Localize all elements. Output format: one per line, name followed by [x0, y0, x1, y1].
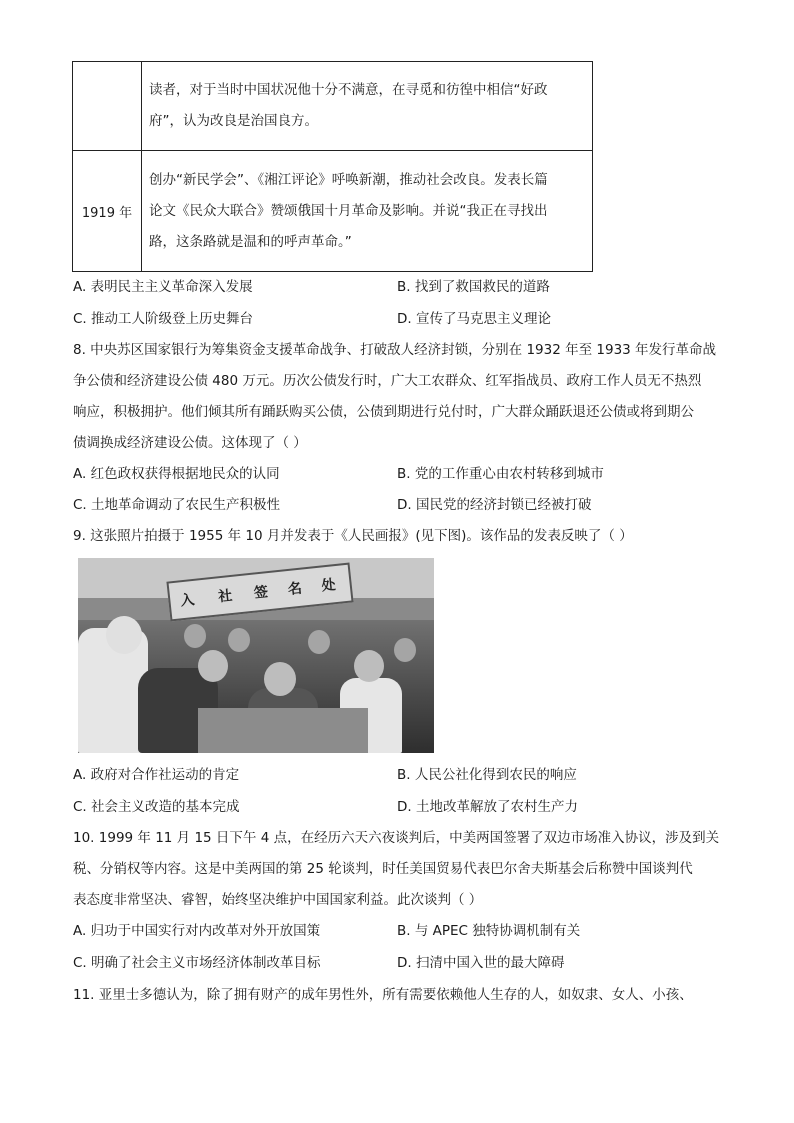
- description-line: 论文《民众大联合》赞颂俄国十月革命及影响。并说“我正在寻找出: [149, 202, 548, 219]
- q10-stem-line: 10. 1999 年 11 月 15 日下午 4 点，在经历六天六夜谈判后，中美两国签署了双边市场准入协议，涉及到关: [73, 830, 720, 846]
- description-cell: [142, 151, 593, 272]
- sign-char: 处: [320, 577, 337, 595]
- q9-stem: 9. 这张照片拍摄于 1955 年 10 月并发表于《人民画报》(见下图)。该作品的发表反映了（ ）: [73, 528, 633, 544]
- q10-stem-line: 税、分销权等内容。这是中美两国的第 25 轮谈判，时任美国贸易代表巴尔舍夫斯基会后称赞中国谈判代: [73, 861, 693, 877]
- photo-figure-head: [308, 630, 330, 654]
- photo-figure-head: [184, 624, 206, 648]
- sign-char: 签: [253, 584, 269, 602]
- q7-option-a: A. 表明民主主义革命深入发展: [73, 279, 253, 295]
- q10-stem-line: 表态度非常坚决、睿智，始终坚决维护中国国家利益。此次谈判（ ）: [73, 892, 483, 908]
- historical-photo: [78, 558, 434, 753]
- year-cell: 1919 年: [73, 151, 142, 272]
- q8-option-c: C. 土地革命调动了农民生产积极性: [73, 497, 281, 513]
- q8-stem-line: 响应，积极拥护。他们倾其所有踊跃购买公债，公债到期进行兑付时，广大群众踊跃退还公债或将到期公: [73, 404, 694, 420]
- sign-char: 名: [287, 580, 303, 599]
- table-row: [73, 62, 593, 151]
- q10-option-b: B. 与 APEC 独特协调机制有关: [397, 923, 581, 939]
- q8-option-b: B. 党的工作重心由农村转移到城市: [397, 466, 604, 482]
- sign-char: 入: [179, 591, 196, 610]
- q9-option-d: D. 土地改革解放了农村生产力: [397, 799, 578, 815]
- sign-char: 社: [217, 587, 234, 606]
- q7-option-b: B. 找到了救国救民的道路: [397, 279, 550, 295]
- description-line: 创办“新民学会”、《湘江评论》呼唤新潮，推动社会改良。发表长篇: [149, 171, 548, 188]
- photo-table: [198, 708, 368, 753]
- q8-option-a: A. 红色政权获得根据地民众的认同: [73, 466, 280, 482]
- description-cell: [142, 62, 593, 151]
- q9-option-c: C. 社会主义改造的基本完成: [73, 799, 240, 815]
- q7-option-d: D. 宣传了马克思主义理论: [397, 311, 551, 327]
- description-line: 府”，认为改良是治国良方。: [149, 113, 318, 129]
- q9-option-a: A. 政府对合作社运动的肯定: [73, 767, 240, 783]
- photo-figure-head: [106, 616, 142, 654]
- q10-option-d: D. 扫清中国入世的最大障碍: [397, 955, 565, 971]
- q8-stem-line: 8. 中央苏区国家银行为筹集资金支援革命战争、打破敌人经济封锁，分别在 1932 年至 1933 年发行革命战: [73, 342, 717, 358]
- q10-option-c: C. 明确了社会主义市场经济体制改革目标: [73, 955, 321, 971]
- q8-stem-line: 债调换成经济建设公债。这体现了（ ）: [73, 435, 307, 451]
- photo-figure-head: [264, 662, 296, 696]
- photo-figure-head: [394, 638, 416, 662]
- photo-figure-head: [198, 650, 228, 682]
- q11-stem-line: 11. 亚里士多德认为，除了拥有财产的成年男性外，所有需要依赖他人生存的人，如奴隶、女人、小孩、: [73, 987, 693, 1003]
- q8-option-d: D. 国民党的经济封锁已经被打破: [397, 497, 592, 513]
- q7-option-c: C. 推动工人阶级登上历史舞台: [73, 311, 254, 327]
- q10-option-a: A. 归功于中国实行对内改革对外开放国策: [73, 923, 321, 939]
- description-line: 读者，对于当时中国状况他十分不满意，在寻觅和彷徨中相信“好政: [149, 82, 548, 98]
- timeline-table: [72, 61, 593, 272]
- q8-stem-line: 争公债和经济建设公债 480 万元。历次公债发行时，广大工农群众、红军指战员、政府工作人员无不热烈: [73, 373, 702, 389]
- photo-figure-head: [228, 628, 250, 652]
- table-row: [73, 151, 593, 272]
- q9-option-b: B. 人民公社化得到农民的响应: [397, 767, 577, 783]
- year-cell: [73, 62, 142, 151]
- photo-figure-head: [354, 650, 384, 682]
- description-line: 路，这条路就是温和的呼声革命。”: [149, 233, 352, 250]
